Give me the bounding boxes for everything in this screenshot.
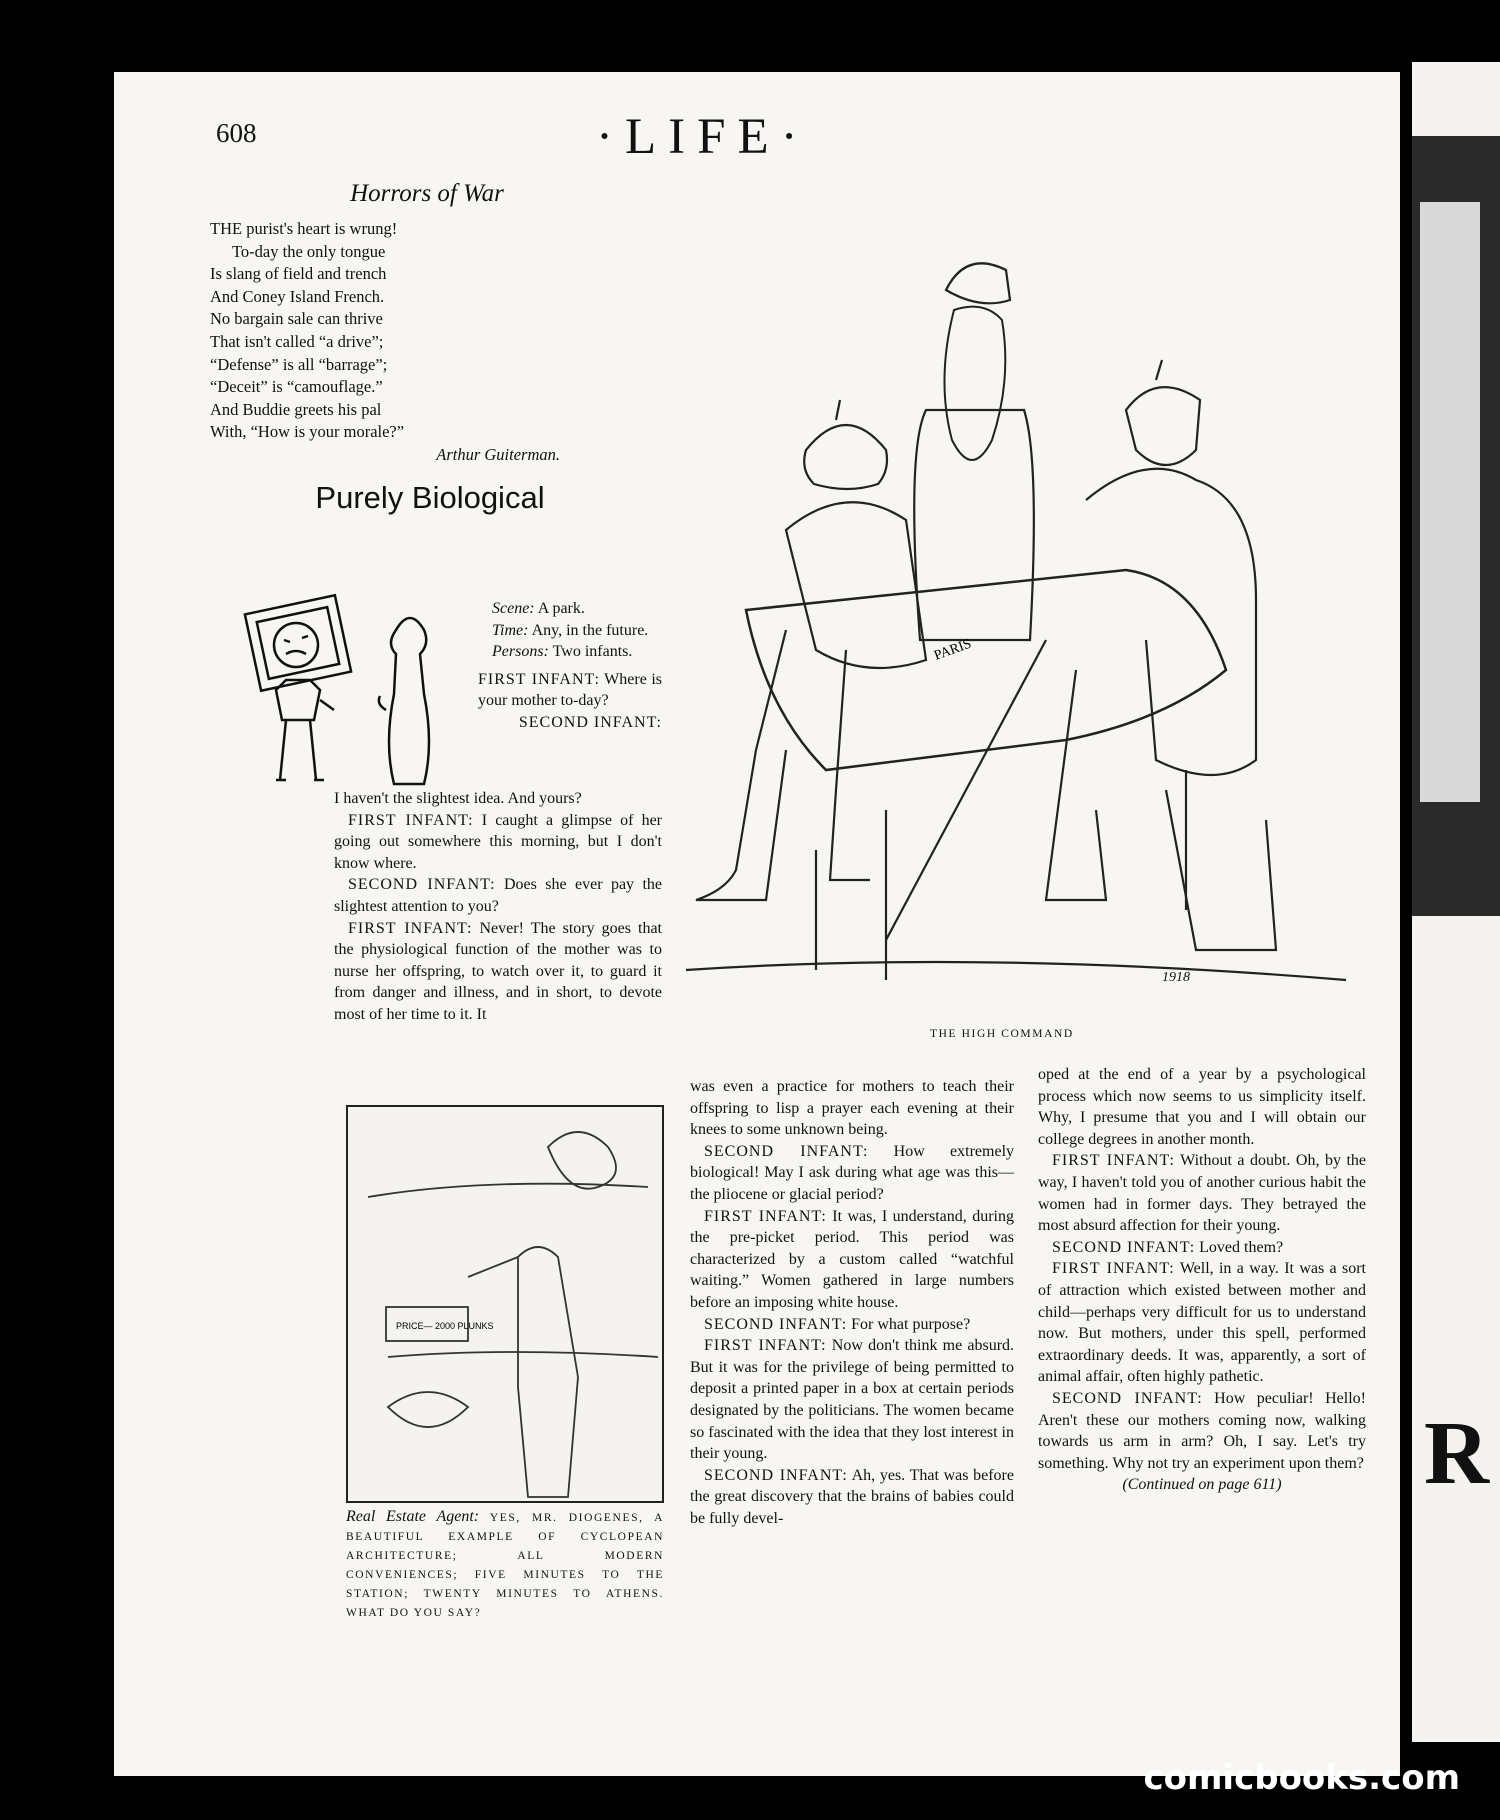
poem-line: “Defense” is all “barrage”; — [210, 354, 388, 374]
speaker-label: SECOND INFANT: — [704, 1142, 869, 1160]
poem-title: Horrors of War — [350, 180, 504, 207]
dialogue: was even a practice for mothers to teach their offspring to lisp a prayer each evening at their knees to some unknown being. — [690, 1078, 1014, 1139]
speaker-label: FIRST INFANT: — [1052, 1152, 1175, 1170]
watermark: comicbooks.com — [1143, 1758, 1460, 1798]
article-column-1 — [334, 788, 662, 1026]
speaker-label: FIRST INFANT: — [1052, 1260, 1175, 1278]
caption-speaker: Real Estate Agent: — [346, 1508, 480, 1525]
dialogue: Ah, yes. That was before the great discovery that the brains of babies could be fully devel- — [690, 1466, 1014, 1527]
speaker-label: SECOND INFANT: — [1052, 1238, 1196, 1256]
dialogue: Never! The story goes that the physiological function of the mother was to nurse her offspring, to watch over it, to guard it from danger and illness, and in short, to devote most of her time to it. It — [334, 919, 662, 1023]
speaker-label: FIRST INFANT: — [704, 1207, 827, 1225]
poem-line: THE purist's heart is wrung! — [210, 219, 398, 238]
poem-line: “Deceit” is “camouflage.” — [210, 377, 383, 397]
dialogue: Where is your mother to-day? — [478, 670, 662, 710]
speaker-label: SECOND INFANT: — [704, 1315, 848, 1333]
continued-note: (Continued on page 611) — [1122, 1476, 1282, 1494]
persons-label: Persons: — [492, 643, 549, 661]
time-label: Time: — [492, 621, 529, 639]
dialogue: How peculiar! Hello! Aren't these our mothers coming now, walking towards us arm in arm? Oh, I say. Let's try something. Why not try an experiment upon them? — [1038, 1389, 1366, 1472]
infants-illustration — [236, 590, 476, 805]
poem-line: To-day the only tongue — [232, 241, 386, 261]
poem-line: That isn't called “a drive”; — [210, 331, 384, 351]
artist-signature: 1918 — [1162, 970, 1190, 985]
dialogue: Loved them? — [1199, 1238, 1284, 1256]
scene-text: A park. — [537, 600, 585, 617]
poem-line: And Buddie greets his pal — [210, 399, 382, 419]
stage-directions — [478, 598, 662, 734]
speaker-label: SECOND INFANT: — [348, 876, 496, 894]
small-cartoon-caption — [346, 1508, 664, 1622]
article-title: Purely Biological — [315, 480, 545, 515]
price-sign: PRICE— 2000 PLUNKS — [396, 1321, 494, 1331]
scene-label: Scene: — [492, 600, 535, 617]
dialogue: For what purpose? — [851, 1315, 971, 1333]
speaker-label: FIRST INFANT: — [478, 670, 600, 688]
diogenes-illustration — [348, 1107, 662, 1501]
poem-line: No bargain sale can thrive — [210, 309, 383, 329]
page-number: 608 — [216, 118, 257, 148]
speaker-label: SECOND INFANT: — [704, 1466, 848, 1484]
poem-line: With, “How is your morale?” — [210, 422, 405, 442]
dialogue: I haven't the slightest idea. And yours? — [334, 790, 582, 807]
poem-author: Arthur Guiterman. — [436, 444, 560, 464]
speaker-label: FIRST INFANT: — [348, 811, 474, 829]
dialogue: It was, I understand, during the pre-picket period. This period was characterized by a custom called “watchful waiting.” Women gathered in large numbers before an imposing white house. — [690, 1207, 1014, 1311]
high-command-cartoon — [686, 250, 1352, 1010]
dialogue: I caught a glimpse of her going out somewhere this morning, but I don't know where. — [334, 811, 662, 872]
article-column-3 — [1038, 1064, 1366, 1496]
dialogue: Without a doubt. Oh, by the way, I haven't told you of another curious habit the women had in former days. They betrayed the most absurd affection for their young. — [1038, 1152, 1366, 1235]
poem — [210, 218, 570, 467]
speaker-label: SECOND INFANT: — [518, 713, 662, 731]
diogenes-cartoon — [346, 1105, 664, 1503]
map-label: PARIS — [932, 636, 974, 664]
speaker-label: SECOND INFANT: — [1052, 1389, 1203, 1407]
speaker-label: FIRST INFANT: — [348, 919, 473, 937]
time-text: Any, in the future. — [531, 621, 649, 639]
masthead: ·LIFE· — [596, 109, 810, 165]
dialogue: Well, in a way. It was a sort of attraction which existed between mother and child—perhaps very difficult for us to understand now. But mothers, under this spell, performed extraordinary deeds. It was, apparently, a sort of animal affair, often highly pathetic. — [1038, 1260, 1367, 1386]
article-column-2 — [690, 1076, 1014, 1529]
dialogue: Now don't think me absurd. But it was for the privilege of being permitted to deposit a printed paper in a box at certain periods designated by the politicians. The women became so fascinated with the idea that they lost interest in their young. — [690, 1337, 1015, 1463]
dialogue: Does she ever pay the slightest attention to you? — [334, 876, 663, 915]
cartoon-caption: THE HIGH COMMAND — [930, 1028, 1074, 1040]
speaker-label: FIRST INFANT: — [704, 1337, 827, 1355]
poem-line: Is slang of field and trench — [210, 264, 387, 284]
dialogue: How extremely biological! May I ask during what age was this—the pliocene or glacial period? — [690, 1142, 1015, 1203]
caption-text: YES, MR. DIOGENES, A BEAUTIFUL EXAMPLE OF CYCLOPEAN ARCHITECTURE; ALL MODERN CONVENIENCES; FIVE MINUTES TO THE STATION; TWENTY MINUTES TO ATHENS. WHAT DO YOU SAY? — [346, 1512, 665, 1619]
persons-text: Two infants. — [552, 643, 633, 661]
poem-line: And Coney Island French. — [210, 286, 385, 306]
facing-page-edge: R — [1412, 62, 1500, 1742]
dialogue: oped at the end of a year by a psychological process which now seems to us simplicity itself. Why, I presume that you and I will obtain our college degrees in another month. — [1038, 1066, 1366, 1148]
